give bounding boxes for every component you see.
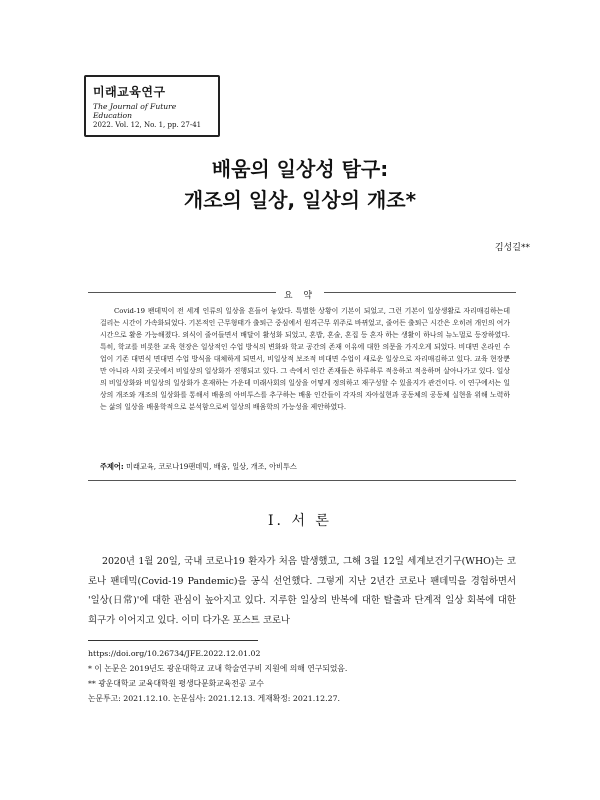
keywords-label: 주제어:	[100, 462, 124, 471]
submission-dates: 논문투고: 2021.12.10. 논문심사: 2021.12.13. 게재확정: 2021.12.27.	[88, 694, 341, 703]
keywords	[100, 462, 510, 472]
abstract-bottom-rule	[88, 480, 516, 481]
footnote-rule	[88, 640, 258, 641]
keywords-text: 미래교육, 코로나19팬데믹, 배움, 일상, 개조, 아비투스	[126, 462, 297, 471]
journal-name-korean: 미래교육연구	[93, 85, 166, 99]
abstract-text: Covid-19 팬데믹이 전 세계 인류의 일상을 흔들어 놓았다. 특별한 상황이 기본이 되었고, 그런 기본이 일상생활로 자리매김하는데 걸리는 시간이 가속화되었다. 기본적인 근무형태가 출퇴근 중심에서 원격근무 위주로 바뀌었고, 줄어든 출퇴근 시간은 오히려 개인의 여가시간으로 활용 가능해졌다. 외식이 줄어들면서 배달이 활성화 되었고, 혼밥, 혼술, 혼집 등 혼자 하는 생활이 하나의 뉴노멀로 등장하였다. 특히, 학교를 비롯한 교육 현장은 일상적인 수업 방식의 변화와 학교 공간의 존재 이유에 대한 의문을 가지오게 되었다. 비대면 온라인 수업이 기존 대면식 면대면 수업 방식을 대체하게 되면서, 비일상적 보조적 비대면 수업이 새로운 일상으로 자리매김하고 있다. 교육 현장뿐만 아니라 사회 곳곳에서 비일상의 일상화가 진행되고 있다. 그 속에서 인간 존재들은 하루하루 적응하고 적응하며 살아나가고 있다. 일상의 비일상화와 비일상의 일상화가 혼재하는 가운데 미래사회의 일상을 어떻게 정의하고 재구성할 수 있을지가 관건이다. 이 연구에서는 일상의 개조와 개조의 일상화를 통해서 배움의 아비투스를 추구하는 배움 인간들이 각자의 자아실현과 공동체의 공동체 실현을 위해 노력하는 삶의 일상을 배움학적으로 분석함으로써 일상의 배움학의 가능성을 제안하였다.	[100, 307, 510, 411]
footnotes	[88, 646, 518, 706]
body-text	[88, 552, 516, 630]
paper-title-line2: 개조의 일상, 일상의 개조*	[183, 188, 417, 212]
journal-volume: 2022. Vol. 12, No. 1, pp. 27-41	[93, 121, 202, 129]
footnote-1: * 이 논문은 2019년도 광운대학교 교내 학술연구비 지원에 의해 연구되었음.	[88, 664, 348, 673]
body-paragraph: 2020년 1월 20일, 국내 코로나19 환자가 처음 발생했고, 그해 3월 12일 세계보건기구(WHO)는 코로나 팬데믹(Covid-19 Pandemic)을 공식 선언했다. 그렇게 지난 2년간 코로나 팬데믹을 경험하면서 '일상(日常)'에 대한 관심이 높아지고 있다. 지루한 일상의 반복에 대한 탈출과 단계적 일상 회복에 대한 희구가 이어지고 있다. 이미 다가온 포스트 코로나	[88, 556, 516, 626]
abstract-body	[100, 305, 510, 413]
journal-name-english: The Journal of Future Education	[93, 102, 177, 120]
author-name: 김성길**	[494, 243, 530, 253]
journal-info-box	[84, 75, 220, 137]
paper-title-line1: 배움의 일상성 탐구:	[211, 157, 389, 181]
abstract-heading-label: 요 약	[276, 291, 324, 301]
doi-link[interactable]: https://doi.org/10.26734/JFE.2022.12.01.02	[88, 649, 261, 658]
abstract-heading	[0, 288, 600, 301]
footnote-2: ** 광운대학교 교육대학원 평생다문화교육전공 교수	[88, 679, 264, 688]
section-title: Ⅰ. 서 론	[268, 513, 332, 529]
